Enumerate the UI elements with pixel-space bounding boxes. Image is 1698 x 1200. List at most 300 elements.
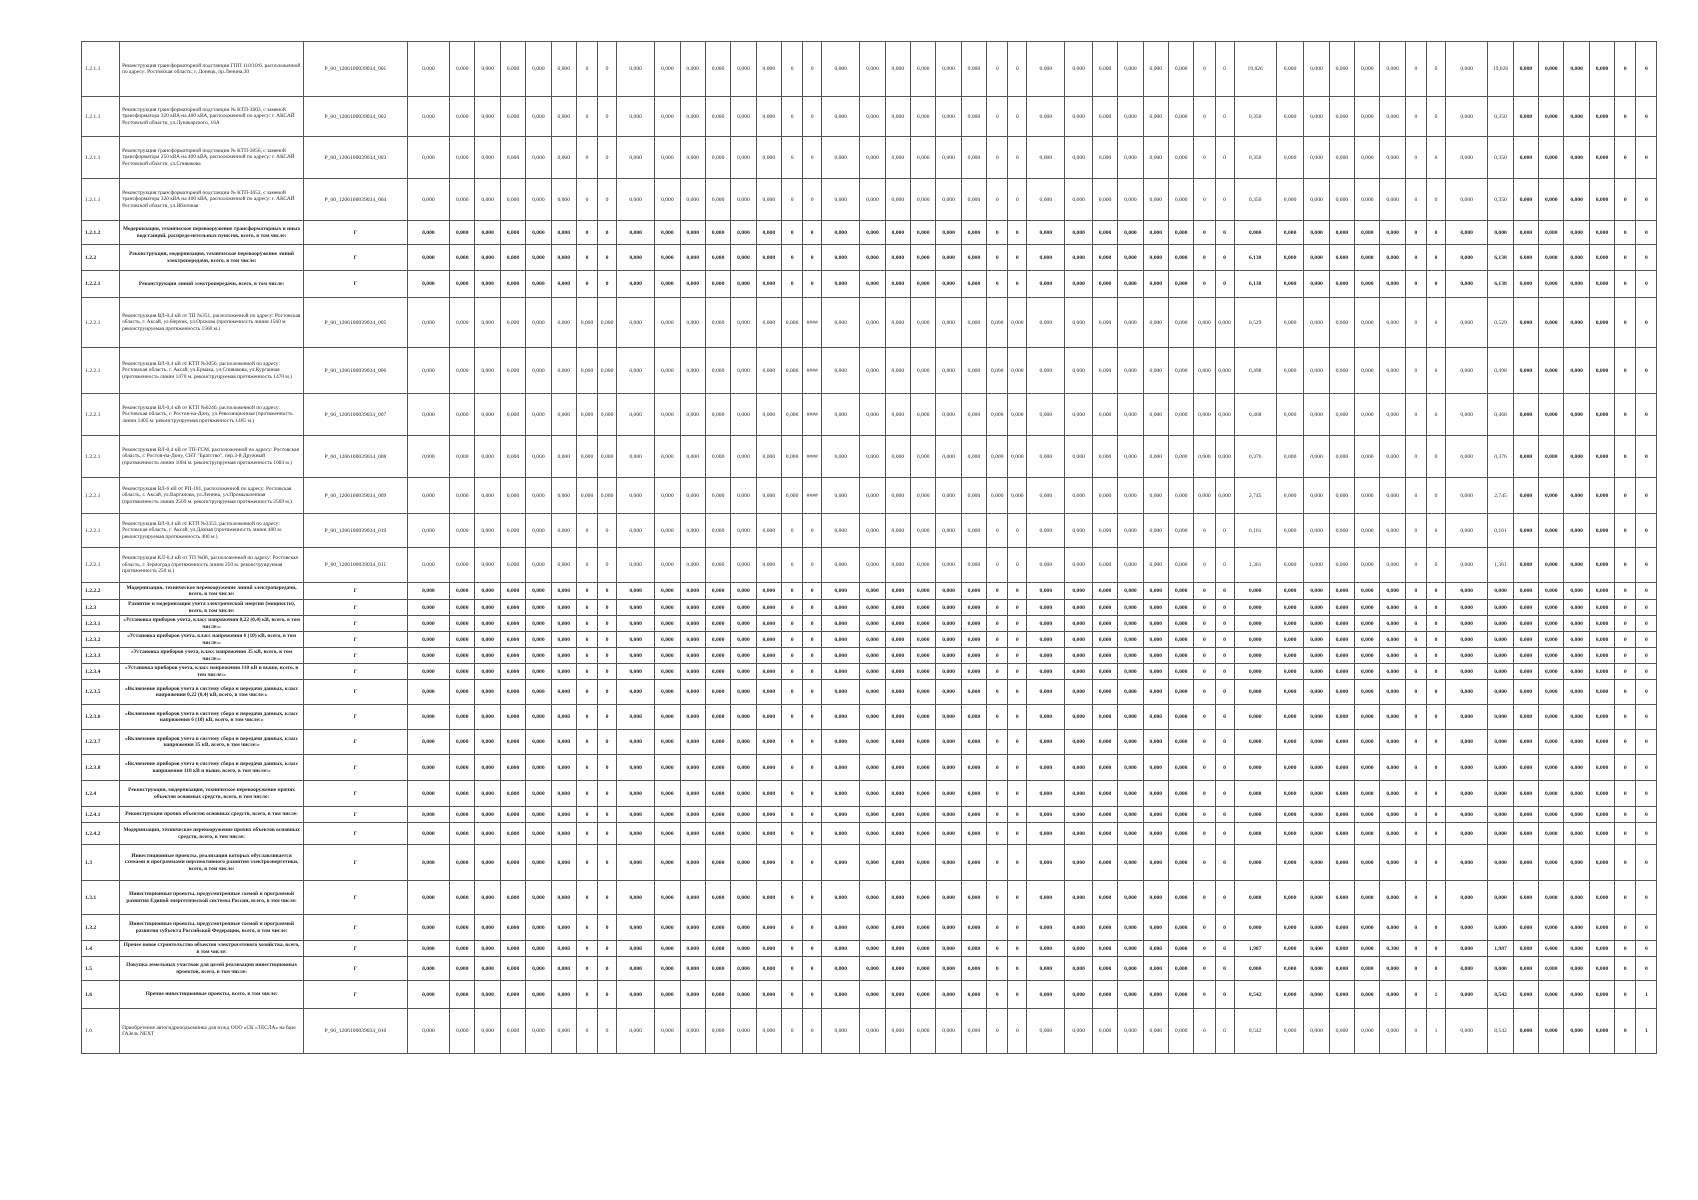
cell: 0,000 [1304, 616, 1329, 632]
cell: 0,000 [911, 981, 936, 1009]
cell: 0,000 [1027, 781, 1065, 807]
cell: 0,000 [450, 478, 475, 514]
cell: 0 [803, 179, 822, 221]
table-row [82, 648, 1657, 664]
cell: 0,000 [822, 348, 860, 394]
cell: 0,000 [1446, 348, 1488, 394]
cell: 0,000 [1355, 436, 1380, 478]
cell: 0 [1426, 730, 1445, 755]
cell: 0,000 [961, 97, 986, 137]
cell: Прочее новое строительство объектов электросетевого хозяйства, всего, в том числе: [120, 941, 304, 957]
cell: 0,000 [1027, 548, 1065, 583]
cell: 0,000 [1027, 137, 1065, 179]
cell: 0,000 [705, 97, 730, 137]
cell: 0,000 [1215, 394, 1234, 436]
cell: 0 [598, 616, 617, 632]
cell: 0,000 [1276, 583, 1304, 600]
cell: 0 [1215, 548, 1234, 583]
cell: 0,000 [500, 705, 525, 730]
cell: 0,000 [500, 42, 525, 97]
cell: 0,000 [1065, 478, 1093, 514]
cell: 0,000 [475, 137, 500, 179]
cell: 0,000 [617, 845, 655, 881]
cell: 0,000 [1329, 42, 1354, 97]
cell: 0,000 [1143, 845, 1168, 881]
cell: 0,000 [1513, 245, 1538, 271]
cell: 0,000 [885, 394, 910, 436]
cell: 0,000 [1355, 179, 1380, 221]
table-row [82, 957, 1657, 981]
cell: 0,000 [987, 478, 1008, 514]
cell: 0,000 [1539, 600, 1564, 616]
cell: 0,000 [860, 600, 885, 616]
cell: 0 [576, 583, 597, 600]
cell: 0,000 [450, 755, 475, 781]
cell: 0,000 [551, 600, 576, 616]
cell: 0 [1405, 548, 1426, 583]
cell: 0 [576, 823, 597, 845]
cell: 0 [1615, 616, 1636, 632]
cell: 0,000 [1092, 394, 1117, 436]
cell: 0,000 [1118, 823, 1143, 845]
cell: 0,000 [756, 823, 781, 845]
cell: 0,000 [475, 823, 500, 845]
cell: P_60_1206100039034_009 [304, 478, 408, 514]
cell: 0,000 [936, 915, 961, 941]
cell: 0,000 [1564, 245, 1589, 271]
cell: 0,000 [822, 845, 860, 881]
cell: 0,000 [655, 823, 680, 845]
cell: 0,000 [822, 514, 860, 548]
cell: 0,000 [450, 823, 475, 845]
cell: 0 [1636, 632, 1657, 648]
cell: 0 [803, 632, 822, 648]
cell: 0,000 [551, 781, 576, 807]
cell: 0,000 [1564, 981, 1589, 1009]
cell: 0,000 [1329, 941, 1354, 957]
cell: 0,000 [731, 548, 756, 583]
cell: 0,000 [1276, 705, 1304, 730]
cell: 0,000 [1304, 97, 1329, 137]
cell: 0,000 [961, 221, 986, 245]
cell: 0,000 [1234, 730, 1276, 755]
cell: 2,745 [1488, 478, 1513, 514]
cell: 0,000 [860, 664, 885, 680]
cell: 0,000 [885, 271, 910, 298]
cell: 0,000 [731, 348, 756, 394]
cell: 0,000 [936, 648, 961, 664]
cell: 0,000 [1304, 823, 1329, 845]
cell: 0,000 [1564, 616, 1589, 632]
cell: 0,000 [731, 941, 756, 957]
cell: 0,000 [1276, 664, 1304, 680]
cell: 0,000 [1488, 632, 1513, 648]
cell: 0,000 [551, 915, 576, 941]
cell: 0,000 [617, 915, 655, 941]
cell: 0,000 [885, 1009, 910, 1054]
cell: 0,000 [1276, 436, 1304, 478]
cell: Г [304, 730, 408, 755]
cell: 0,000 [1304, 881, 1329, 915]
cell: 0,000 [1329, 664, 1354, 680]
cell: 0,000 [655, 941, 680, 957]
investment-table [81, 41, 1657, 1054]
cell: 0,000 [1027, 97, 1065, 137]
cell: 0 [803, 1009, 822, 1054]
cell: 0,000 [1539, 755, 1564, 781]
cell: 0,000 [1169, 845, 1194, 881]
cell: 0,000 [655, 514, 680, 548]
cell: 0 [803, 664, 822, 680]
cell: 0 [1426, 632, 1445, 648]
cell: 0,000 [1513, 42, 1538, 97]
cell: 0,000 [680, 394, 705, 436]
cell: 0,000 [475, 394, 500, 436]
cell: 0,000 [407, 957, 449, 981]
cell: 0,000 [1008, 478, 1027, 514]
cell: 0,000 [475, 548, 500, 583]
cell: 0,400 [1539, 941, 1564, 957]
cell: 0 [1615, 881, 1636, 915]
cell: 0,000 [475, 97, 500, 137]
cell: 0,000 [1143, 981, 1168, 1009]
cell: #### [803, 436, 822, 478]
cell: 0,000 [450, 245, 475, 271]
cell: 0,000 [1092, 514, 1117, 548]
cell: 0,000 [860, 807, 885, 823]
cell: 0 [1615, 807, 1636, 823]
cell: 0,000 [705, 436, 730, 478]
cell: 0 [598, 271, 617, 298]
cell: 0 [598, 583, 617, 600]
cell: #### [803, 478, 822, 514]
cell: 0 [987, 548, 1008, 583]
cell: 0,000 [1304, 730, 1329, 755]
cell: 0,000 [655, 881, 680, 915]
cell: 0,000 [885, 781, 910, 807]
cell: 0 [1215, 1009, 1234, 1054]
cell: 0,000 [1329, 881, 1354, 915]
cell: 0,000 [1304, 915, 1329, 941]
cell: 0,000 [475, 478, 500, 514]
cell: 0 [1405, 394, 1426, 436]
cell: 0 [1405, 845, 1426, 881]
cell: 0,000 [1194, 298, 1215, 348]
cell: 0,000 [1329, 514, 1354, 548]
cell: 0,000 [680, 42, 705, 97]
cell: 0 [803, 245, 822, 271]
cell: 0 [1636, 957, 1657, 981]
cell: 0,000 [731, 436, 756, 478]
cell: 0,000 [551, 179, 576, 221]
cell: 0 [803, 915, 822, 941]
cell: 0,000 [500, 478, 525, 514]
cell: 0 [1194, 632, 1215, 648]
cell: 0,000 [1539, 271, 1564, 298]
cell: 0,161 [1234, 514, 1276, 548]
cell: 0 [1636, 941, 1657, 957]
cell: 0,000 [500, 97, 525, 137]
cell: 0,000 [705, 664, 730, 680]
cell: 0,000 [1329, 648, 1354, 664]
cell: 0,000 [1329, 394, 1354, 436]
cell: 0 [1194, 845, 1215, 881]
cell: 0,000 [598, 298, 617, 348]
cell: 0,000 [1118, 271, 1143, 298]
cell: 0,000 [680, 616, 705, 632]
cell: 0,000 [680, 298, 705, 348]
cell: 0 [1615, 941, 1636, 957]
cell: 0 [1215, 845, 1234, 881]
cell: 0,000 [655, 730, 680, 755]
cell: 0,000 [822, 823, 860, 845]
cell: 0 [1426, 823, 1445, 845]
cell: 0,000 [822, 957, 860, 981]
table-row [82, 97, 1657, 137]
cell: 0 [803, 941, 822, 957]
cell: 0,000 [1169, 583, 1194, 600]
cell: 0,000 [1304, 583, 1329, 600]
cell: 0,000 [1092, 705, 1117, 730]
cell: 0 [1194, 981, 1215, 1009]
cell: 0,000 [885, 600, 910, 616]
cell: 0,000 [885, 514, 910, 548]
cell: 0,000 [1065, 221, 1093, 245]
cell: 0,000 [407, 97, 449, 137]
cell: 0,000 [551, 1009, 576, 1054]
cell: 0,000 [526, 845, 551, 881]
cell: 0,000 [1304, 648, 1329, 664]
cell: 0,000 [1355, 137, 1380, 179]
cell: 0,000 [526, 881, 551, 915]
cell: 0,000 [526, 648, 551, 664]
cell: 0 [1636, 845, 1657, 881]
cell: 0 [1008, 941, 1027, 957]
cell: 0,000 [500, 436, 525, 478]
cell: 0,000 [1234, 705, 1276, 730]
cell: 0,000 [475, 271, 500, 298]
cell: 0,000 [1092, 348, 1117, 394]
cell: 0,000 [911, 348, 936, 394]
cell: 1.3 [82, 845, 120, 881]
cell: 0 [1405, 436, 1426, 478]
cell: 0,000 [731, 298, 756, 348]
cell: 0 [782, 705, 803, 730]
cell: 0,000 [1065, 915, 1093, 941]
cell: 0,000 [885, 941, 910, 957]
cell: 0 [1615, 436, 1636, 478]
cell: Реконструкция трансформаторной подстанции № КТП-3652, с заменой трансформатора 320 кВА на 400 кВА, расположенной по адресу: г. АКСАЙ Ростовской области, ул.Яблочная [120, 179, 304, 221]
cell: 0 [598, 957, 617, 981]
cell: 0 [1405, 957, 1426, 981]
cell: 0 [1426, 600, 1445, 616]
cell: 0 [1405, 807, 1426, 823]
cell: 0,000 [1355, 583, 1380, 600]
cell: 0,000 [911, 915, 936, 941]
cell: 0,000 [705, 298, 730, 348]
cell: 0 [1426, 548, 1445, 583]
cell: 0,000 [655, 583, 680, 600]
cell: 0,000 [1092, 298, 1117, 348]
cell: 0,000 [1065, 179, 1093, 221]
cell: 0,000 [860, 245, 885, 271]
cell: P_60_1206100039034_016 [304, 1009, 408, 1054]
cell: 0,000 [1513, 957, 1538, 981]
cell: 0 [1215, 616, 1234, 632]
cell: 0,000 [500, 298, 525, 348]
cell: 0,000 [1092, 648, 1117, 664]
cell: 1,987 [1234, 941, 1276, 957]
cell: 0,000 [617, 394, 655, 436]
cell: 0,000 [1276, 845, 1304, 881]
cell: 0,000 [551, 648, 576, 664]
cell: 0,000 [1065, 616, 1093, 632]
cell: 0,000 [1143, 915, 1168, 941]
cell: 0 [1615, 298, 1636, 348]
cell: 0,000 [617, 548, 655, 583]
cell: 0 [1008, 514, 1027, 548]
cell: 0 [598, 807, 617, 823]
cell: 0,000 [1065, 648, 1093, 664]
cell: 0,000 [1355, 680, 1380, 705]
cell: 0 [1215, 221, 1234, 245]
cell: 0,000 [860, 823, 885, 845]
cell: 0,000 [936, 823, 961, 845]
cell: 0,000 [1564, 42, 1589, 97]
cell: 0 [1636, 137, 1657, 179]
cell: 0,000 [961, 298, 986, 348]
cell: 0,000 [1589, 807, 1614, 823]
cell: 0,000 [475, 42, 500, 97]
cell: 1.2.3.5 [82, 680, 120, 705]
cell: 0,000 [1027, 648, 1065, 664]
cell: 0,000 [526, 137, 551, 179]
cell: 0,000 [961, 648, 986, 664]
cell: 0,000 [655, 298, 680, 348]
cell: 0 [1194, 548, 1215, 583]
cell: 0,000 [1276, 680, 1304, 705]
cell: 0,000 [1276, 42, 1304, 97]
cell: 0,000 [598, 394, 617, 436]
cell: 0 [987, 807, 1008, 823]
cell: 0,000 [822, 42, 860, 97]
cell: 0,000 [936, 394, 961, 436]
cell: 0,000 [655, 705, 680, 730]
cell: 0 [987, 271, 1008, 298]
cell: 0,000 [1276, 632, 1304, 648]
cell: 0 [1636, 436, 1657, 478]
cell: 0,000 [1446, 705, 1488, 730]
cell: 0 [987, 915, 1008, 941]
cell: 0,000 [475, 648, 500, 664]
cell: 0 [598, 245, 617, 271]
cell: 0,000 [1564, 478, 1589, 514]
cell: 0 [576, 664, 597, 680]
cell: 0,000 [1539, 298, 1564, 348]
cell: 0 [1405, 600, 1426, 616]
cell: 1,987 [1488, 941, 1513, 957]
cell: 0,000 [526, 583, 551, 600]
cell: 0 [1215, 664, 1234, 680]
cell: 0,000 [1564, 179, 1589, 221]
cell: 0,000 [1380, 616, 1405, 632]
cell: 0,000 [911, 394, 936, 436]
cell: 0,000 [1092, 271, 1117, 298]
cell: 0 [1426, 705, 1445, 730]
cell: 0,000 [1539, 97, 1564, 137]
cell: 0 [1215, 97, 1234, 137]
cell: 0,000 [822, 648, 860, 664]
cell: 0,000 [551, 705, 576, 730]
cell: 0,000 [1027, 632, 1065, 648]
table-row [82, 807, 1657, 823]
cell: 0 [782, 514, 803, 548]
cell: Реконструкция ВЛ-0,4 кВ от ТП-ГСМ, расположенной по адресу: Ростовская область, г. Ростов-на-Дону, СНТ "Братство", пер.3-й Дружный (протяженность линии 1084 м. реконструируемая протяженность 1084 м.) [120, 436, 304, 478]
cell: 0,000 [1513, 915, 1538, 941]
cell: 0,000 [756, 957, 781, 981]
table-row [82, 42, 1657, 97]
cell: 0,000 [617, 298, 655, 348]
cell: 0,000 [617, 348, 655, 394]
cell: 0,000 [1118, 583, 1143, 600]
cell: 0,000 [526, 97, 551, 137]
cell: 0,000 [1355, 298, 1380, 348]
cell: P_60_1206100039034_011 [304, 548, 408, 583]
cell: 0,000 [756, 221, 781, 245]
cell: 0,000 [885, 478, 910, 514]
cell: Прочие инвестиционные проекты, всего, в том числе: [120, 981, 304, 1009]
cell: 0 [987, 680, 1008, 705]
cell: 0,000 [1564, 298, 1589, 348]
cell: 0,000 [1539, 616, 1564, 632]
cell: 0,000 [1276, 348, 1304, 394]
cell: 0 [1615, 137, 1636, 179]
cell: 0 [1615, 845, 1636, 881]
cell: 0,000 [551, 137, 576, 179]
cell: 0,000 [1564, 394, 1589, 436]
cell: 0 [782, 42, 803, 97]
cell: 1 [1426, 981, 1445, 1009]
cell: 0 [1008, 957, 1027, 981]
cell: 0 [576, 781, 597, 807]
cell: 0 [987, 730, 1008, 755]
cell: 0,350 [1488, 179, 1513, 221]
cell: 0,000 [1446, 179, 1488, 221]
cell: 0,000 [1380, 807, 1405, 823]
cell: 0,000 [1513, 436, 1538, 478]
cell: 1,361 [1234, 548, 1276, 583]
cell: 1.2.1.2 [82, 221, 120, 245]
cell: 0,000 [1564, 705, 1589, 730]
cell: 0,000 [407, 648, 449, 664]
cell: 0,000 [860, 705, 885, 730]
cell: 0,000 [680, 271, 705, 298]
cell: 0 [1194, 705, 1215, 730]
cell: 0,000 [500, 957, 525, 981]
cell: 0 [1426, 271, 1445, 298]
cell: 0,000 [1008, 394, 1027, 436]
cell: 0,000 [911, 881, 936, 915]
cell: 0 [1405, 915, 1426, 941]
cell: 0 [598, 664, 617, 680]
cell: 0,000 [1065, 271, 1093, 298]
cell: Г [304, 845, 408, 881]
cell: 0,000 [1143, 781, 1168, 807]
cell: 0,000 [500, 680, 525, 705]
cell: 1.6 [82, 1009, 120, 1054]
cell: 0 [803, 600, 822, 616]
table-row [82, 271, 1657, 298]
